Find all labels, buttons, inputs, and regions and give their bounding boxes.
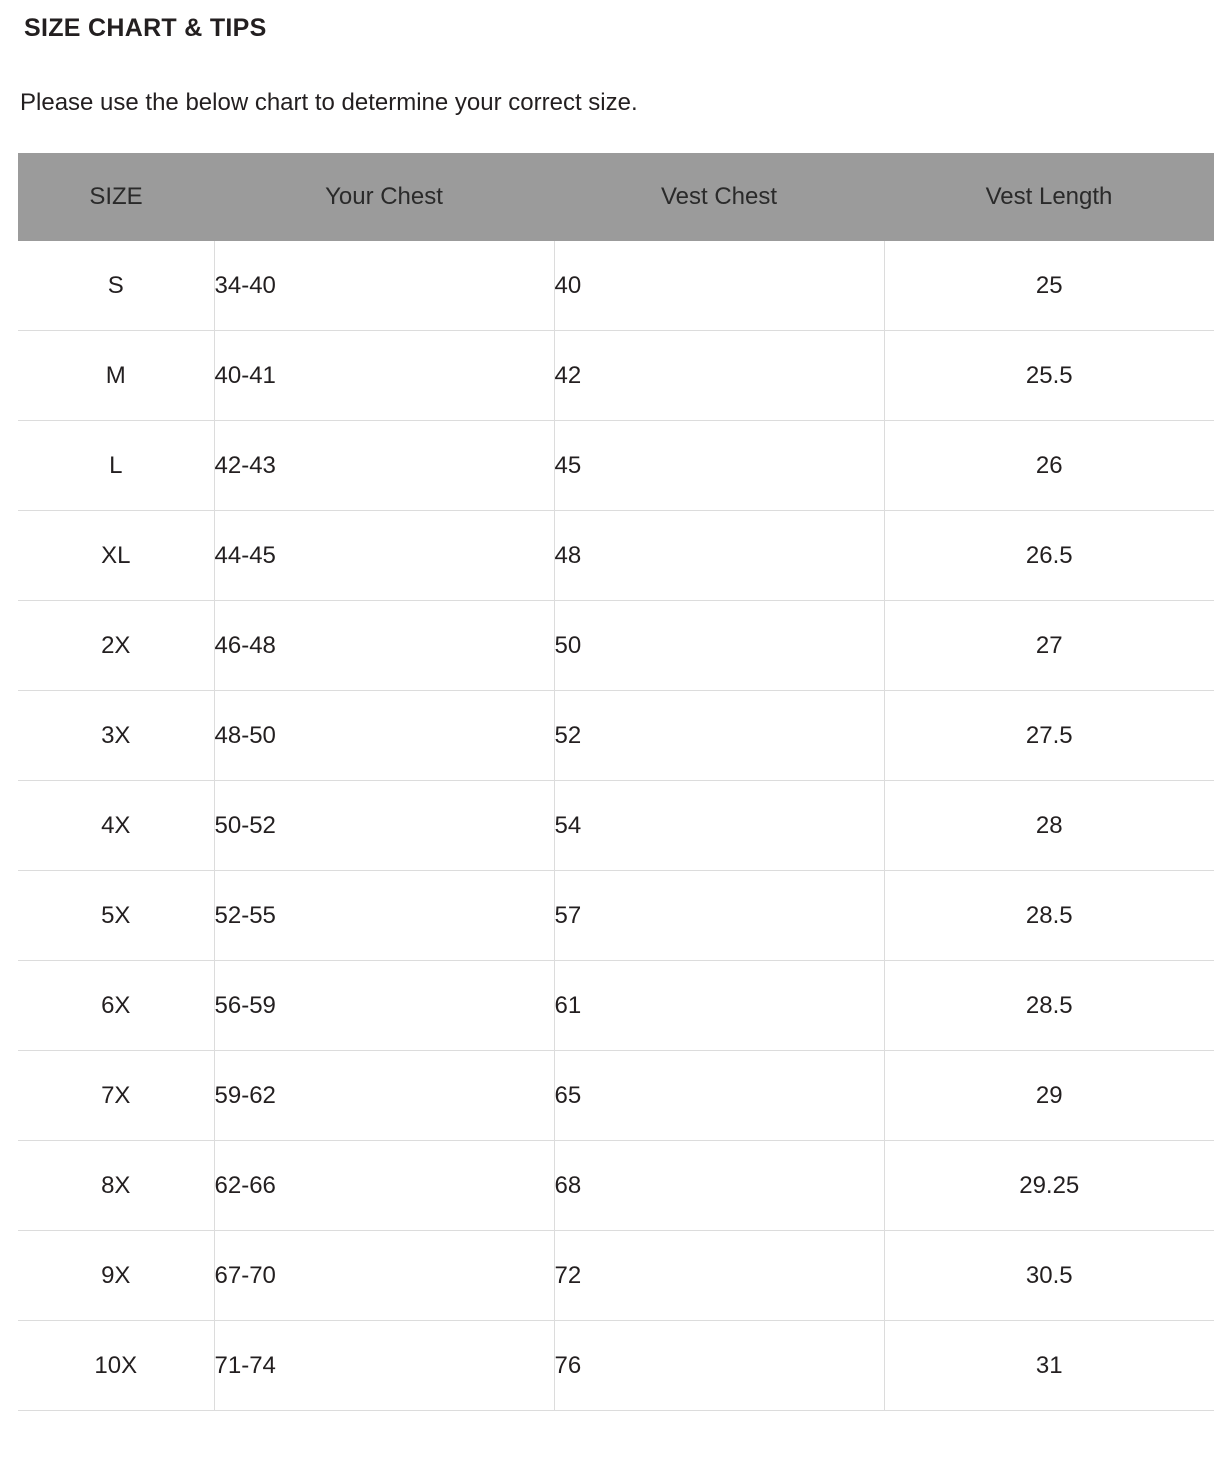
cell-vest-length: 28.5 [884, 871, 1214, 961]
cell-size: 4X [18, 781, 214, 871]
cell-vest-length: 30.5 [884, 1231, 1214, 1321]
cell-vest-length: 29.25 [884, 1141, 1214, 1231]
cell-size: 8X [18, 1141, 214, 1231]
cell-vest-chest: 52 [554, 691, 884, 781]
cell-vest-chest: 40 [554, 241, 884, 331]
page-title: SIZE CHART & TIPS [24, 14, 267, 42]
cell-vest-length: 26 [884, 421, 1214, 511]
cell-vest-length: 28.5 [884, 961, 1214, 1051]
column-header-your-chest: Your Chest [214, 153, 554, 241]
cell-your-chest: 50-52 [214, 781, 554, 871]
table-row [18, 961, 1214, 1051]
cell-vest-chest: 42 [554, 331, 884, 421]
cell-size: 6X [18, 961, 214, 1051]
cell-vest-chest: 61 [554, 961, 884, 1051]
table-row [18, 331, 1214, 421]
cell-vest-chest: 54 [554, 781, 884, 871]
cell-vest-length: 26.5 [884, 511, 1214, 601]
cell-size: XL [18, 511, 214, 601]
cell-vest-chest: 72 [554, 1231, 884, 1321]
cell-your-chest: 42-43 [214, 421, 554, 511]
column-header-vest-length: Vest Length [884, 153, 1214, 241]
cell-vest-chest: 45 [554, 421, 884, 511]
cell-your-chest: 34-40 [214, 241, 554, 331]
cell-vest-length: 27 [884, 601, 1214, 691]
table-row [18, 781, 1214, 871]
cell-vest-length: 31 [884, 1321, 1214, 1411]
table-row [18, 601, 1214, 691]
size-chart-table [18, 153, 1214, 1411]
cell-your-chest: 40-41 [214, 331, 554, 421]
cell-vest-length: 27.5 [884, 691, 1214, 781]
table-header-row [18, 153, 1214, 241]
table-row [18, 511, 1214, 601]
cell-vest-chest: 50 [554, 601, 884, 691]
table-row [18, 1231, 1214, 1321]
cell-your-chest: 62-66 [214, 1141, 554, 1231]
cell-vest-chest: 65 [554, 1051, 884, 1141]
cell-size: 3X [18, 691, 214, 781]
column-header-size: SIZE [18, 153, 214, 241]
table-row [18, 691, 1214, 781]
cell-size: 7X [18, 1051, 214, 1141]
table-header [18, 153, 1214, 241]
cell-your-chest: 56-59 [214, 961, 554, 1051]
cell-your-chest: 48-50 [214, 691, 554, 781]
table-row [18, 1141, 1214, 1231]
cell-vest-chest: 57 [554, 871, 884, 961]
cell-your-chest: 59-62 [214, 1051, 554, 1141]
cell-your-chest: 46-48 [214, 601, 554, 691]
size-chart-page [0, 14, 1232, 1411]
cell-your-chest: 52-55 [214, 871, 554, 961]
table-row [18, 871, 1214, 961]
cell-vest-chest: 48 [554, 511, 884, 601]
cell-size: L [18, 421, 214, 511]
table-row [18, 241, 1214, 331]
cell-your-chest: 44-45 [214, 511, 554, 601]
cell-your-chest: 71-74 [214, 1321, 554, 1411]
table-row [18, 1321, 1214, 1411]
cell-size: M [18, 331, 214, 421]
cell-vest-length: 25 [884, 241, 1214, 331]
cell-vest-length: 28 [884, 781, 1214, 871]
table-row [18, 421, 1214, 511]
table-row [18, 1051, 1214, 1141]
column-header-vest-chest: Vest Chest [554, 153, 884, 241]
cell-size: 10X [18, 1321, 214, 1411]
intro-text: Please use the below chart to determine your correct size. [20, 89, 638, 116]
cell-size: 9X [18, 1231, 214, 1321]
cell-vest-length: 29 [884, 1051, 1214, 1141]
cell-size: 5X [18, 871, 214, 961]
cell-vest-length: 25.5 [884, 331, 1214, 421]
cell-size: 2X [18, 601, 214, 691]
cell-vest-chest: 76 [554, 1321, 884, 1411]
cell-vest-chest: 68 [554, 1141, 884, 1231]
cell-size: S [18, 241, 214, 331]
cell-your-chest: 67-70 [214, 1231, 554, 1321]
table-body [18, 241, 1214, 1411]
